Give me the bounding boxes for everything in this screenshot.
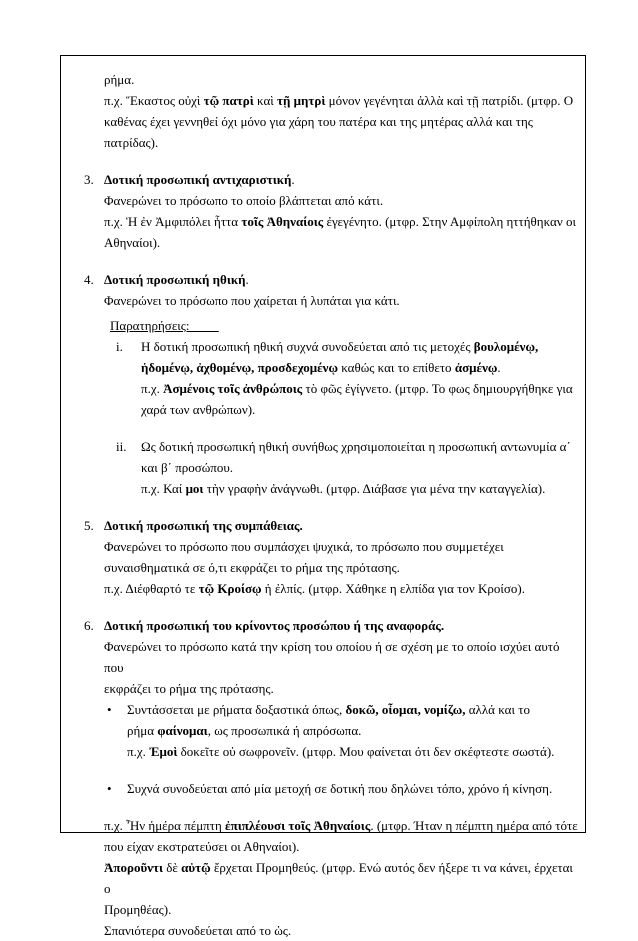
observations-label: Παρατηρήσεις: — [110, 318, 190, 333]
section-example: π.χ. Ἡ ἐν Ἀμφιπόλει ἧττα τοῖς Ἀθηναίοις ἐγεγένητο. (μτφρ. Στην Αμφίπολη ηττήθηκαν οι — [104, 214, 576, 229]
example-2-end: Προμηθέας). — [104, 902, 172, 917]
observation-text: Ως δοτική προσωπική ηθική συνήθως χρησιμοποιείται η προσωπική αντωνυμία α΄ — [141, 439, 571, 454]
observation-ii — [84, 436, 580, 499]
section-example-end: Αθηναίοι). — [104, 235, 161, 250]
bullet-text: Συντάσσεται με ρήματα δοξαστικά όπως, δοκῶ, οἶομαι, νομίζω, αλλά και το — [127, 702, 530, 717]
observation-text: Η δοτική προσωπική ηθική συχνά συνοδεύεται από τις μετοχές βουλομένῳ, — [141, 339, 539, 354]
section-number: 6. — [84, 618, 94, 633]
observation-example-end: χαρά των ανθρώπων). — [141, 402, 256, 417]
bullet-icon: • — [107, 781, 112, 796]
closing-note: Σπανιότερα συνοδεύεται από το ὡς. — [104, 923, 292, 938]
bullet-item — [84, 699, 580, 762]
intro-translation-end: πατρίδας). — [104, 135, 159, 150]
observation-example: π.χ. Ἀσμένοις τοῖς ἀνθρώποις τὸ φῶς ἐγίγνετο. (μτφρ. Το φως δημιουργήθηκε για — [141, 381, 573, 396]
section-4 — [84, 269, 580, 311]
bullet-icon: • — [107, 702, 112, 717]
section-3 — [84, 169, 580, 253]
section-description-cont: συναισθηματικά σε ό,τι εκφράζει το ρήμα της πρότασης. — [104, 560, 400, 575]
section-title: Δοτική προσωπική της συμπάθειας. — [104, 518, 303, 533]
observation-example: π.χ. Καί μοι τὴν γραφὴν ἀνάγνωθι. (μτφρ. Διάβασε για μένα την καταγγελία). — [141, 481, 546, 496]
section-title: Δοτική προσωπική αντιχαριστική. — [104, 172, 295, 187]
example-2: Ἀποροῦντι δὲ αὐτῷ ἔρχεται Προμηθεύς. (μτφρ. Ενώ αυτός δεν ήξερε τι να κάνει, έρχεται ο — [104, 860, 573, 896]
section-6-examples — [84, 815, 580, 941]
example-1: π.χ. Ἦν ἡμέρα πέμπτη ἐπιπλέουσι τοῖς Ἀθηναίοις. (μτφρ. Ήταν η πέμπτη ημέρα από τότε — [104, 818, 578, 833]
example-1-end: που είχαν εκστρατεύσει οι Αθηναίοι). — [104, 839, 300, 854]
section-title: Δοτική προσωπική του κρίνοντος προσώπου ή της αναφοράς. — [104, 618, 445, 633]
intro-example: π.χ. Ἕκαστος οὐχὶ τῷ πατρὶ καὶ τῇ μητρὶ μόνον γεγένηται ἀλλὰ καὶ τῇ πατρίδι. (μτφρ. Ο — [104, 93, 574, 108]
roman-numeral: i. — [116, 339, 123, 354]
section-description: Φανερώνει το πρόσωπο που χαίρεται ή λυπάται για κάτι. — [104, 293, 400, 308]
intro-translation: καθένας έχει γεννηθεί όχι μόνο για χάρη του πατέρα και της μητέρας αλλά και της — [104, 114, 533, 129]
section-number: 5. — [84, 518, 94, 533]
section-6 — [84, 615, 580, 699]
section-title: Δοτική προσωπική ηθική. — [104, 272, 249, 287]
section-number: 3. — [84, 172, 94, 187]
section-description: Φανερώνει το πρόσωπο κατά την κρίση του οποίου ή σε σχέση με το οποίο ισχύει αυτό που — [104, 639, 560, 675]
bullet-text-cont: ρήμα φαίνομαι, ως προσωπικά ή απρόσωπα. — [127, 723, 362, 738]
section-example: π.χ. Διέφθαρτό τε τῷ Κροίσῳ ἡ ἐλπίς. (μτφρ. Χάθηκε η ελπίδα για τον Κροίσο). — [104, 581, 525, 596]
intro-block — [84, 69, 580, 153]
bullet-example: π.χ. Ἐμοὶ δοκεῖτε οὐ σωφρονεῖν. (μτφρ. Μου φαίνεται ότι δεν σκέφτεστε σωστά). — [127, 744, 555, 759]
bullet-text: Συχνά συνοδεύεται από μία μετοχή σε δοτική που δηλώνει τόπο, χρόνο ή κίνηση. — [127, 781, 553, 796]
observation-i — [84, 336, 580, 420]
section-5 — [84, 515, 580, 599]
observation-text-cont: και β΄ προσώπου. — [141, 460, 234, 475]
section-description: Φανερώνει το πρόσωπο το οποίο βλάπτεται από κάτι. — [104, 193, 384, 208]
section-description: Φανερώνει το πρόσωπο που συμπάσχει ψυχικά, το πρόσωπο που συμμετέχει — [104, 539, 504, 554]
observation-text-cont: ἡδομένῳ, ἀχθομένῳ, προσδεχομένῳ καθώς και το επίθετο ἀσμένῳ. — [141, 360, 501, 375]
intro-line: ρήμα. — [104, 72, 135, 87]
roman-numeral: ii. — [116, 439, 127, 454]
section-description-cont: εκφράζει το ρήμα της πρότασης. — [104, 681, 274, 696]
section-number: 4. — [84, 272, 94, 287]
bullet-item — [84, 778, 580, 799]
document-body — [84, 69, 580, 941]
